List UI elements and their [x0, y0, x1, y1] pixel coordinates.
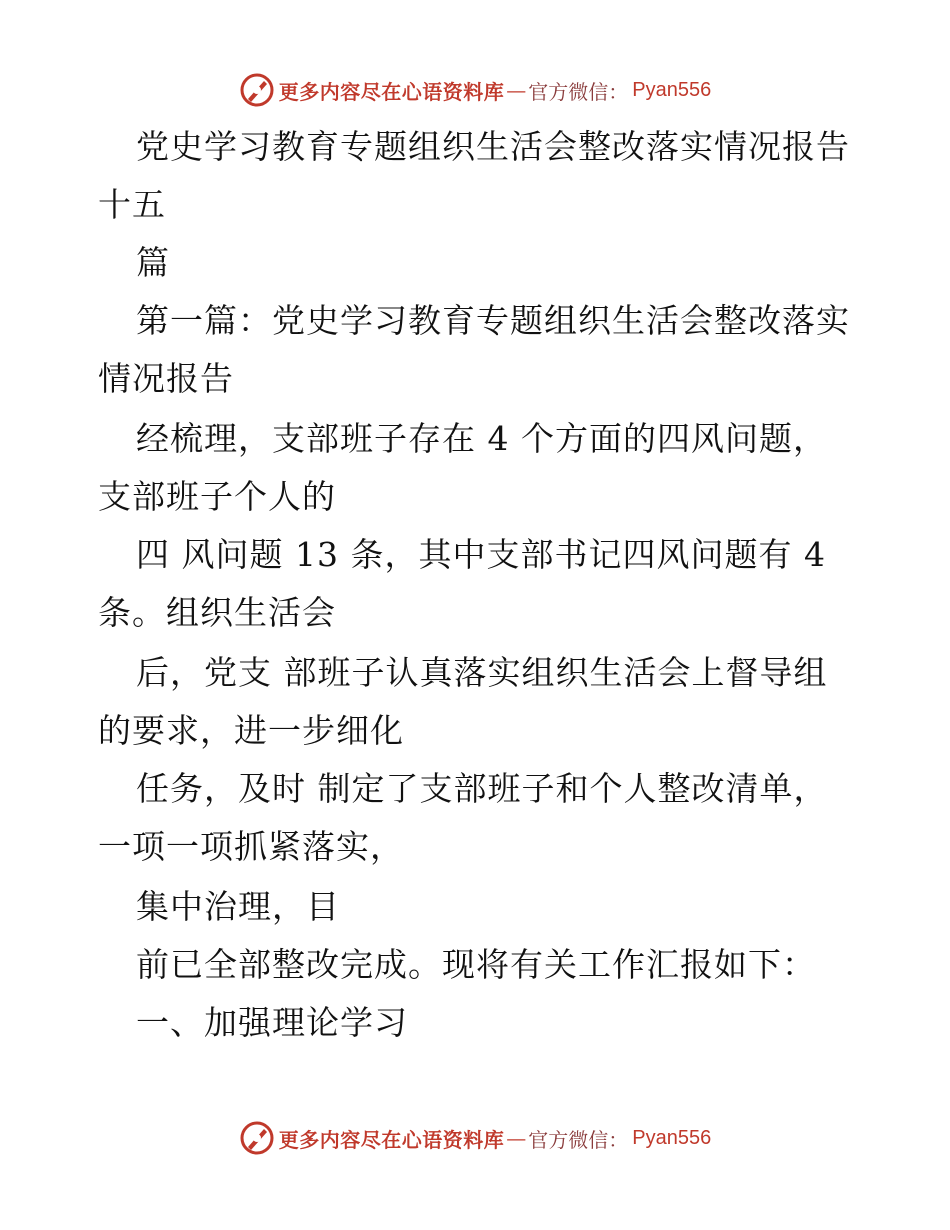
section-heading-line-2: 情况报告 [98, 359, 234, 398]
subheading-line: 一、加强理论学习 [136, 1003, 408, 1042]
paragraph-line: 的要求，进一步细化 [98, 711, 404, 750]
pen-logo-icon [239, 72, 275, 108]
banner-dash: — [506, 78, 527, 102]
banner-main-text: 更多内容尽在心语资料库 [278, 79, 505, 104]
paragraph-line: 后，党支 部班子认真落实组织生活会上督导组 [136, 653, 828, 692]
paragraph-line: 前已全部整改完成。现将有关工作汇报如下： [136, 945, 816, 984]
banner-official-label: 官方微信： [528, 79, 629, 104]
section-heading-line-1: 第一篇：党史学习教育专题组织生活会整改落实 [136, 301, 850, 340]
paragraph-line: 任务，及时 制定了支部班子和个人整改清单， [136, 769, 828, 808]
banner-wechat-id: Pyan556 [632, 78, 712, 101]
banner-official-label: 官方微信： [528, 1127, 629, 1152]
paragraph-line: 一项一项抓紧落实， [98, 827, 404, 866]
paragraph-line: 支部班子个人的 [98, 477, 336, 516]
banner-dash: — [506, 1126, 527, 1150]
paragraph-line: 经梳理，支部班子存在 4 个方面的四风问题， [136, 419, 827, 458]
paragraph-line: 四 风问题 13 条，其中支部书记四风问题有 4 [136, 535, 826, 574]
header-watermark-banner [0, 70, 950, 110]
pen-logo-icon [239, 1120, 275, 1156]
footer-watermark-banner [0, 1118, 950, 1158]
banner-wechat-id: Pyan556 [632, 1126, 712, 1149]
doc-title-line-2: 十五 [98, 185, 166, 224]
paragraph-line: 条。组织生活会 [98, 593, 336, 632]
doc-title-line-3: 篇 [136, 243, 170, 282]
doc-title-line-1: 党史学习教育专题组织生活会整改落实情况报告 [136, 127, 850, 166]
paragraph-line: 集中治理，目 [136, 887, 340, 926]
banner-main-text: 更多内容尽在心语资料库 [278, 1127, 505, 1152]
